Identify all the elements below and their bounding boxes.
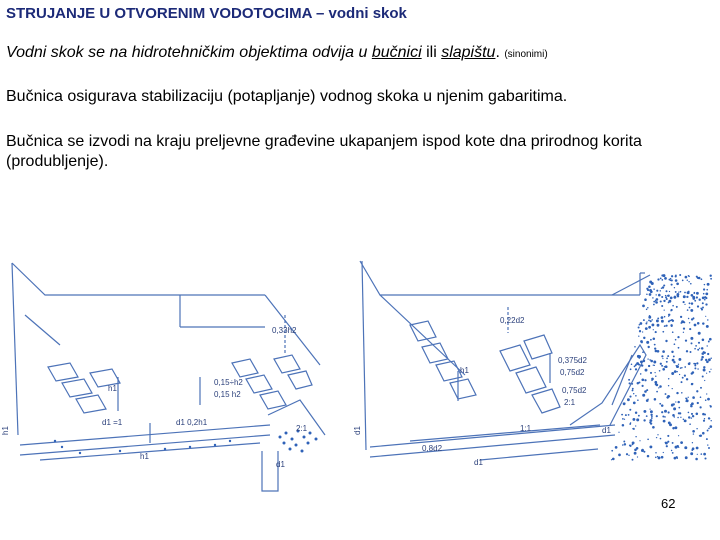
synonyms-note: (sinonimi)	[504, 49, 548, 60]
right-label-075d2-b: 0,75d2	[562, 386, 587, 395]
left-label-d1-02h1: d1 0,2h1	[176, 418, 208, 427]
paragraph-construction	[6, 132, 642, 172]
left-label-h1-a: h1	[108, 384, 117, 393]
intro-text-2: ili	[421, 44, 442, 61]
intro-text-1: Vodni skok se na hidrotehničkim objektima odvija u	[6, 44, 372, 61]
right-label-d1-vertical: d1	[353, 426, 362, 435]
right-label-d1: d1	[474, 458, 483, 467]
paragraph-intro	[6, 43, 548, 65]
right-label-d1-end: d1	[602, 426, 611, 435]
left-label-h1-vertical: h1	[1, 426, 10, 435]
stilling-basin-figure-left	[0, 255, 330, 495]
left-label-d1: d1	[276, 460, 285, 469]
construction-line-2: (produbljenje).	[6, 153, 109, 170]
left-label-h1-b: h1	[140, 452, 149, 461]
right-label-0375d2: 0,375d2	[558, 356, 587, 365]
right-label-075d2-a: 0,75d2	[560, 368, 585, 377]
right-label-08d2: 0,8d2	[422, 444, 443, 453]
stilling-basin-figure-right	[350, 255, 720, 495]
page-title: STRUJANJE U OTVORENIM VODOTOCIMA – vodni skok	[6, 5, 407, 22]
left-label-slope-2-1: 2:1	[296, 424, 308, 433]
left-label-033h2: 0,33h2	[272, 326, 297, 335]
page-number: 62	[661, 496, 676, 511]
left-label-015-h2-a: 0,15÷h2	[214, 378, 243, 387]
right-label-slope-1-1: 1:1	[520, 424, 532, 433]
right-label-h1: h1	[460, 366, 469, 375]
paragraph-stabilization: Bučnica osigurava stabilizaciju (potapljanje) vodnog skoka u njenim gabaritima.	[6, 88, 568, 105]
left-label-d1-equal: d1 =1	[102, 418, 123, 427]
right-label-slope-2-1: 2:1	[564, 398, 576, 407]
left-label-015-h2-b: 0,15 h2	[214, 390, 241, 399]
term-bucnica: bučnici	[371, 44, 422, 61]
construction-line-1: Bučnica se izvodi na kraju preljevne građevine ukapanjem ispod kote dna prirodnog korita	[6, 133, 642, 150]
intro-text-3: .	[495, 44, 505, 61]
term-slapiste: slapištu	[441, 44, 496, 61]
right-label-022d2: 0,22d2	[500, 316, 525, 325]
